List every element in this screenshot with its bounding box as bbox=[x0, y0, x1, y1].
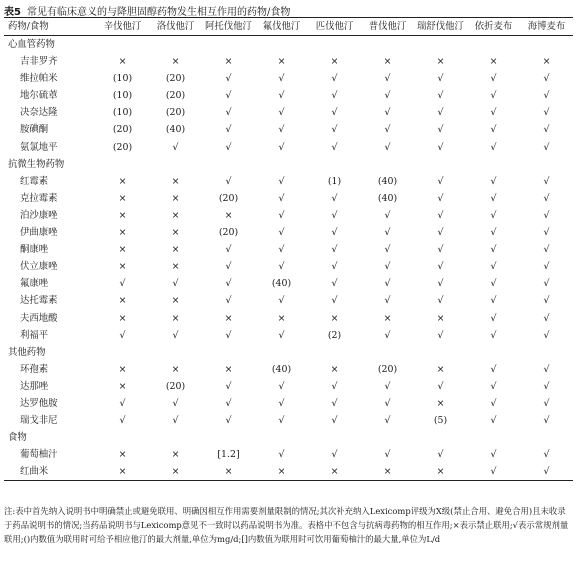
interaction-cell: √ bbox=[437, 295, 444, 307]
interaction-cell: √ bbox=[172, 397, 179, 409]
interaction-cell: × bbox=[96, 463, 149, 481]
drug-name: 地尔硫䓬 bbox=[20, 90, 58, 102]
interaction-cell: √ bbox=[225, 175, 232, 187]
interaction-cell: × bbox=[171, 56, 180, 68]
interaction-cell: × bbox=[436, 312, 445, 324]
interaction-cell: × bbox=[255, 463, 308, 481]
interaction-cell: √ bbox=[331, 415, 338, 427]
table-row bbox=[4, 310, 573, 327]
table-row bbox=[4, 121, 573, 138]
interaction-cell: × bbox=[489, 56, 498, 68]
interaction-cell: × bbox=[118, 209, 127, 221]
interaction-cell: √ bbox=[490, 107, 497, 119]
interaction-cell: √ bbox=[278, 329, 285, 341]
interaction-cell: (20) bbox=[165, 90, 186, 102]
interaction-cell: √ bbox=[490, 141, 497, 153]
interaction-cell: × bbox=[171, 363, 180, 375]
interaction-cell: √ bbox=[278, 175, 285, 187]
interaction-cell: √ bbox=[331, 449, 338, 461]
interaction-cell: (10) bbox=[112, 73, 133, 85]
interaction-cell: √ bbox=[278, 261, 285, 273]
interaction-cell: √ bbox=[278, 227, 285, 239]
category-row bbox=[4, 36, 573, 54]
interaction-cell: √ bbox=[225, 124, 232, 136]
interaction-cell: √ bbox=[278, 141, 285, 153]
interaction-cell: √ bbox=[384, 278, 391, 290]
interaction-cell: √ bbox=[490, 278, 497, 290]
interaction-cell: √ bbox=[520, 463, 573, 481]
interaction-cell: √ bbox=[543, 175, 550, 187]
interaction-cell: √ bbox=[384, 329, 391, 341]
interaction-cell: √ bbox=[490, 192, 497, 204]
table-row bbox=[4, 395, 573, 412]
interaction-cell: × bbox=[118, 449, 127, 461]
column-header: 普伐他汀 bbox=[361, 18, 414, 36]
interaction-cell: (20) bbox=[218, 192, 239, 204]
interaction-cell: √ bbox=[543, 192, 550, 204]
interaction-cell: √ bbox=[384, 107, 391, 119]
interaction-cell: (40) bbox=[165, 124, 186, 136]
column-header: 阿托伐他汀 bbox=[202, 18, 255, 36]
interaction-cell: √ bbox=[490, 397, 497, 409]
table-row bbox=[4, 327, 573, 344]
drug-name: 决奈达隆 bbox=[20, 107, 58, 119]
table-row bbox=[4, 412, 573, 429]
interaction-cell: √ bbox=[384, 449, 391, 461]
interaction-cell: √ bbox=[331, 90, 338, 102]
interaction-cell: √ bbox=[225, 90, 232, 102]
interaction-cell: √ bbox=[331, 380, 338, 392]
interaction-cell: √ bbox=[384, 209, 391, 221]
interaction-cell: √ bbox=[331, 295, 338, 307]
column-header: 辛伐他汀 bbox=[96, 18, 149, 36]
interaction-cell: √ bbox=[437, 380, 444, 392]
interaction-cell: (20) bbox=[112, 124, 133, 136]
interaction-cell: √ bbox=[278, 124, 285, 136]
interaction-cell: √ bbox=[225, 397, 232, 409]
interaction-cell: × bbox=[171, 209, 180, 221]
interaction-cell: √ bbox=[331, 244, 338, 256]
interaction-cell: × bbox=[383, 56, 392, 68]
drug-name: 氟康唑 bbox=[20, 278, 49, 290]
interaction-cell: √ bbox=[490, 124, 497, 136]
interaction-cell: √ bbox=[384, 380, 391, 392]
interaction-cell: × bbox=[171, 192, 180, 204]
table-row bbox=[4, 275, 573, 292]
interaction-cell: (20) bbox=[218, 227, 239, 239]
interaction-cell: √ bbox=[278, 244, 285, 256]
table-row bbox=[4, 190, 573, 207]
interaction-cell: √ bbox=[543, 449, 550, 461]
table-row bbox=[4, 361, 573, 378]
interaction-table bbox=[4, 17, 573, 481]
interaction-cell: × bbox=[224, 363, 233, 375]
interaction-cell: √ bbox=[225, 73, 232, 85]
interaction-cell: (5) bbox=[433, 415, 448, 427]
interaction-cell: √ bbox=[278, 415, 285, 427]
drug-name: 红霉素 bbox=[20, 175, 49, 187]
interaction-cell: √ bbox=[331, 209, 338, 221]
interaction-cell: (40) bbox=[377, 175, 398, 187]
table-row bbox=[4, 241, 573, 258]
interaction-cell: √ bbox=[278, 397, 285, 409]
interaction-cell: √ bbox=[467, 463, 520, 481]
category-row bbox=[4, 429, 573, 446]
interaction-cell: × bbox=[118, 380, 127, 392]
table-row bbox=[4, 446, 573, 463]
interaction-cell: × bbox=[171, 261, 180, 273]
interaction-cell: √ bbox=[384, 141, 391, 153]
interaction-cell: (20) bbox=[165, 73, 186, 85]
interaction-cell: × bbox=[171, 312, 180, 324]
interaction-cell: (20) bbox=[165, 380, 186, 392]
interaction-cell: √ bbox=[543, 415, 550, 427]
interaction-cell: √ bbox=[225, 415, 232, 427]
column-header: 匹伐他汀 bbox=[308, 18, 361, 36]
category-label: 抗微生物药物 bbox=[8, 158, 65, 170]
interaction-cell: √ bbox=[543, 227, 550, 239]
drug-name: 胺碘酮 bbox=[20, 124, 49, 136]
drug-name: 红曲米 bbox=[4, 463, 96, 481]
interaction-cell: √ bbox=[437, 227, 444, 239]
interaction-cell: √ bbox=[278, 107, 285, 119]
interaction-cell: × bbox=[118, 295, 127, 307]
interaction-cell: √ bbox=[278, 295, 285, 307]
interaction-cell: √ bbox=[331, 73, 338, 85]
interaction-cell: √ bbox=[384, 415, 391, 427]
interaction-cell: √ bbox=[119, 397, 126, 409]
header-row bbox=[4, 18, 573, 36]
interaction-cell: (10) bbox=[112, 90, 133, 102]
interaction-cell: √ bbox=[172, 278, 179, 290]
interaction-cell: (40) bbox=[271, 363, 292, 375]
interaction-cell: √ bbox=[331, 124, 338, 136]
interaction-cell: × bbox=[118, 175, 127, 187]
interaction-cell: (10) bbox=[112, 107, 133, 119]
interaction-cell: × bbox=[118, 244, 127, 256]
table-row bbox=[4, 378, 573, 395]
interaction-cell: × bbox=[171, 295, 180, 307]
interaction-cell: √ bbox=[543, 397, 550, 409]
interaction-cell: √ bbox=[384, 227, 391, 239]
interaction-cell: × bbox=[118, 56, 127, 68]
interaction-cell: × bbox=[118, 261, 127, 273]
drug-name: 伊曲康唑 bbox=[20, 227, 58, 239]
interaction-cell: × bbox=[542, 56, 551, 68]
interaction-cell: √ bbox=[278, 192, 285, 204]
drug-name: 葡萄柚汁 bbox=[20, 449, 58, 461]
interaction-cell: √ bbox=[119, 278, 126, 290]
interaction-cell: × bbox=[277, 56, 286, 68]
column-header: 依折麦布 bbox=[467, 18, 520, 36]
interaction-cell: √ bbox=[225, 107, 232, 119]
interaction-cell: √ bbox=[543, 312, 550, 324]
interaction-cell: √ bbox=[331, 227, 338, 239]
interaction-cell: √ bbox=[437, 124, 444, 136]
table-row bbox=[4, 53, 573, 70]
interaction-cell: √ bbox=[331, 192, 338, 204]
table-header bbox=[4, 18, 573, 36]
interaction-cell: × bbox=[383, 312, 392, 324]
interaction-cell: √ bbox=[490, 209, 497, 221]
interaction-cell: × bbox=[202, 463, 255, 481]
table-row bbox=[4, 292, 573, 309]
interaction-cell: (1) bbox=[327, 175, 342, 187]
interaction-cell: √ bbox=[490, 363, 497, 375]
interaction-cell: √ bbox=[490, 329, 497, 341]
table-caption bbox=[4, 3, 290, 18]
interaction-cell: √ bbox=[543, 124, 550, 136]
interaction-cell: √ bbox=[490, 90, 497, 102]
interaction-cell: √ bbox=[384, 397, 391, 409]
interaction-cell: √ bbox=[384, 124, 391, 136]
category-label: 心血管药物 bbox=[8, 39, 55, 50]
interaction-cell: √ bbox=[437, 261, 444, 273]
interaction-cell: × bbox=[436, 56, 445, 68]
interaction-cell: (20) bbox=[377, 363, 398, 375]
column-header: 洛伐他汀 bbox=[149, 18, 202, 36]
interaction-cell: √ bbox=[543, 107, 550, 119]
interaction-cell: √ bbox=[543, 73, 550, 85]
interaction-cell: √ bbox=[543, 244, 550, 256]
column-header: 瑞舒伐他汀 bbox=[414, 18, 467, 36]
interaction-cell: × bbox=[330, 363, 339, 375]
drug-name: 夫西地酸 bbox=[20, 312, 58, 324]
interaction-cell: (2) bbox=[327, 329, 342, 341]
interaction-cell: √ bbox=[543, 380, 550, 392]
drug-name: 克拉霉素 bbox=[20, 192, 58, 204]
interaction-cell: √ bbox=[331, 278, 338, 290]
drug-name: 瑞戈非尼 bbox=[20, 415, 58, 427]
interaction-cell: × bbox=[171, 175, 180, 187]
interaction-cell: × bbox=[330, 312, 339, 324]
interaction-cell: × bbox=[224, 56, 233, 68]
interaction-cell: × bbox=[171, 244, 180, 256]
table-row bbox=[4, 463, 573, 481]
table-footnote: 注:表中首先纳入说明书中明确禁止或避免联用、明确因相互作用需要剂量限制的情况;其次补充纳入Lexicomp评级为X级(禁止合用、避免合用)且未收录于药品说明书的情况;当药品说明书与Lexicomp意见不一致时以药品说明书为准。表格中不包含与抗病毒药物的相互作用;×表示禁止联用;√表示常规剂量联用;()内数值为联用时可给予相应他汀的最大剂量,单位为mg/d;[]内数值为联用时可饮用葡萄柚汁的最大量,单位为L/d bbox=[4, 506, 569, 544]
interaction-cell: √ bbox=[543, 329, 550, 341]
drug-name: 酮康唑 bbox=[20, 244, 49, 256]
table-row bbox=[4, 139, 573, 156]
interaction-cell: √ bbox=[384, 295, 391, 307]
table-row bbox=[4, 207, 573, 224]
interaction-cell: [1.2] bbox=[217, 449, 240, 461]
interaction-cell: √ bbox=[172, 415, 179, 427]
interaction-cell: √ bbox=[384, 244, 391, 256]
table-row bbox=[4, 70, 573, 87]
interaction-cell: √ bbox=[543, 295, 550, 307]
category-label: 其他药物 bbox=[8, 346, 46, 358]
interaction-cell: √ bbox=[119, 415, 126, 427]
drug-name: 达托霉素 bbox=[20, 295, 58, 307]
drug-name: 达那唑 bbox=[20, 380, 49, 392]
interaction-cell: √ bbox=[543, 261, 550, 273]
interaction-cell: √ bbox=[490, 261, 497, 273]
interaction-cell: × bbox=[171, 449, 180, 461]
table-title: 常见有临床意义的与降胆固醇药物发生相互作用的药物/食物 bbox=[26, 7, 291, 18]
drug-name: 伏立康唑 bbox=[20, 261, 58, 273]
interaction-cell: × bbox=[118, 227, 127, 239]
interaction-cell: √ bbox=[172, 329, 179, 341]
interaction-cell: √ bbox=[278, 449, 285, 461]
interaction-cell: × bbox=[436, 363, 445, 375]
interaction-cell: √ bbox=[437, 73, 444, 85]
interaction-cell: √ bbox=[437, 175, 444, 187]
interaction-cell: × bbox=[308, 463, 361, 481]
interaction-cell: √ bbox=[490, 244, 497, 256]
interaction-cell: × bbox=[224, 312, 233, 324]
interaction-cell: × bbox=[414, 463, 467, 481]
interaction-cell: × bbox=[224, 209, 233, 221]
column-header-drug-food: 药物/食物 bbox=[4, 18, 96, 36]
interaction-cell: √ bbox=[172, 141, 179, 153]
table-number: 表5 bbox=[4, 7, 21, 18]
interaction-cell: × bbox=[149, 463, 202, 481]
interaction-cell: √ bbox=[119, 329, 126, 341]
interaction-cell: × bbox=[171, 227, 180, 239]
interaction-cell: × bbox=[118, 192, 127, 204]
interaction-cell: √ bbox=[437, 209, 444, 221]
table-row bbox=[4, 173, 573, 190]
interaction-cell: √ bbox=[490, 73, 497, 85]
interaction-cell: (20) bbox=[112, 141, 133, 153]
interaction-cell: √ bbox=[225, 261, 232, 273]
column-header: 海博麦布 bbox=[520, 18, 573, 36]
interaction-cell: √ bbox=[490, 415, 497, 427]
column-header: 氟伐他汀 bbox=[255, 18, 308, 36]
interaction-cell: √ bbox=[278, 90, 285, 102]
interaction-cell: √ bbox=[225, 141, 232, 153]
interaction-cell: √ bbox=[437, 90, 444, 102]
interaction-cell: √ bbox=[225, 278, 232, 290]
interaction-cell: √ bbox=[278, 73, 285, 85]
table-row bbox=[4, 258, 573, 275]
interaction-cell: √ bbox=[225, 329, 232, 341]
category-row bbox=[4, 156, 573, 173]
interaction-cell: √ bbox=[384, 261, 391, 273]
interaction-cell: √ bbox=[278, 380, 285, 392]
category-label: 食物 bbox=[8, 432, 27, 444]
interaction-cell: × bbox=[118, 312, 127, 324]
drug-name: 维拉帕米 bbox=[20, 73, 58, 85]
interaction-cell: √ bbox=[437, 278, 444, 290]
interaction-cell: × bbox=[436, 397, 445, 409]
interaction-cell: √ bbox=[437, 244, 444, 256]
interaction-cell: × bbox=[330, 56, 339, 68]
interaction-cell: √ bbox=[490, 227, 497, 239]
interaction-cell: √ bbox=[278, 209, 285, 221]
drug-name: 泊沙康唑 bbox=[20, 209, 58, 221]
drug-name: 利福平 bbox=[20, 329, 49, 341]
table-row bbox=[4, 104, 573, 121]
drug-name: 环孢素 bbox=[20, 363, 49, 375]
interaction-cell: √ bbox=[384, 73, 391, 85]
table-body bbox=[4, 36, 573, 481]
interaction-cell: √ bbox=[437, 107, 444, 119]
interaction-cell: × bbox=[361, 463, 414, 481]
interaction-cell: √ bbox=[543, 363, 550, 375]
interaction-cell: √ bbox=[331, 141, 338, 153]
interaction-cell: √ bbox=[490, 295, 497, 307]
interaction-cell: √ bbox=[437, 192, 444, 204]
interaction-cell: (40) bbox=[271, 278, 292, 290]
interaction-cell: × bbox=[277, 312, 286, 324]
table-row bbox=[4, 224, 573, 241]
interaction-cell: √ bbox=[490, 449, 497, 461]
interaction-cell: √ bbox=[331, 261, 338, 273]
interaction-cell: √ bbox=[331, 397, 338, 409]
interaction-cell: √ bbox=[384, 90, 391, 102]
interaction-cell: (20) bbox=[165, 107, 186, 119]
interaction-cell: √ bbox=[490, 380, 497, 392]
category-row bbox=[4, 344, 573, 361]
table-row bbox=[4, 87, 573, 104]
drug-name: 氨氯地平 bbox=[20, 141, 58, 153]
interaction-cell: √ bbox=[225, 244, 232, 256]
interaction-cell: √ bbox=[225, 380, 232, 392]
interaction-cell: √ bbox=[490, 175, 497, 187]
interaction-cell: √ bbox=[437, 141, 444, 153]
interaction-cell: √ bbox=[543, 141, 550, 153]
interaction-cell: √ bbox=[490, 312, 497, 324]
interaction-cell: √ bbox=[331, 107, 338, 119]
drug-name: 吉非罗齐 bbox=[20, 56, 58, 68]
interaction-cell: (40) bbox=[377, 192, 398, 204]
interaction-cell: √ bbox=[543, 209, 550, 221]
interaction-cell: √ bbox=[543, 90, 550, 102]
interaction-cell: √ bbox=[437, 329, 444, 341]
interaction-cell: √ bbox=[543, 278, 550, 290]
drug-name: 达罗他胺 bbox=[20, 397, 58, 409]
interaction-cell: √ bbox=[437, 449, 444, 461]
interaction-cell: × bbox=[118, 363, 127, 375]
interaction-cell: √ bbox=[225, 295, 232, 307]
